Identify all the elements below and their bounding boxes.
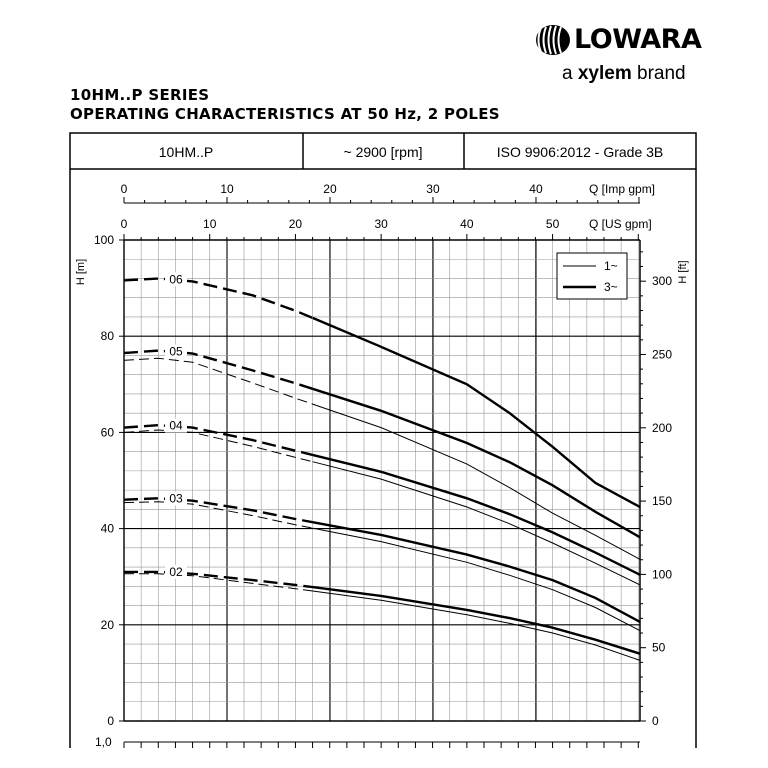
chart-title: OPERATING CHARACTERISTICS AT 50 Hz, 2 POLES xyxy=(70,105,500,123)
model-cell: 10HM..P xyxy=(158,144,214,160)
lowara-logo-icon xyxy=(536,25,570,55)
curve-05-three_phase xyxy=(313,389,640,538)
curve-05-single_phase xyxy=(313,404,640,559)
y-right-tick-label: 100 xyxy=(652,567,673,582)
curve-label: 02 xyxy=(169,564,183,579)
imp-tick-label: 30 xyxy=(426,182,440,196)
brand-name: LOWARA xyxy=(574,24,702,55)
y-right-tick-label: 0 xyxy=(652,714,659,728)
legend xyxy=(557,253,627,299)
x-us-label: Q [US gpm] xyxy=(589,217,652,231)
tagline-brand: xylem xyxy=(577,63,632,84)
y-left-tick-label: 40 xyxy=(100,521,114,536)
bottom-axis-label: 1,0 xyxy=(95,735,112,749)
curve-03-single_phase-dashed xyxy=(124,502,313,528)
us-tick-label: 30 xyxy=(374,217,388,231)
series-title: 10HM..P SERIES xyxy=(70,86,210,104)
curve-04-single_phase-dashed xyxy=(124,430,313,462)
curve-label: 04 xyxy=(169,418,183,433)
y-left-tick-label: 0 xyxy=(107,714,114,728)
y-left-tick-label: 60 xyxy=(100,425,114,440)
tagline-prefix: a xyxy=(562,63,573,84)
curve-label: 03 xyxy=(169,491,183,506)
speed-cell: ~ 2900 [rpm] xyxy=(343,144,423,160)
y-left-tick-label: 80 xyxy=(100,329,114,344)
y-right-label: H [ft] xyxy=(677,260,689,284)
y-left-label: H [m] xyxy=(75,258,87,286)
y-right-tick-label: 250 xyxy=(652,347,673,362)
tagline-suffix: brand xyxy=(637,63,686,84)
y-left-tick-label: 20 xyxy=(100,617,114,632)
curve-03-three_phase-dashed xyxy=(124,498,313,522)
imp-tick-label: 20 xyxy=(323,182,337,196)
brand-tagline xyxy=(562,62,686,86)
y-right-tick-label: 300 xyxy=(652,274,673,289)
standard-cell: ISO 9906:2012 - Grade 3B xyxy=(496,144,664,160)
x-top-imp-label: Q [Imp gpm] xyxy=(589,182,656,196)
us-tick-label: 10 xyxy=(203,217,217,231)
us-tick-label: 0 xyxy=(120,217,128,231)
legend-entry-single-phase: 1~ xyxy=(604,259,618,273)
curve-label: 05 xyxy=(169,344,183,359)
imp-tick-label: 0 xyxy=(120,182,128,196)
us-tick-label: 20 xyxy=(288,217,303,231)
us-tick-label: 50 xyxy=(545,217,560,231)
curve-03-single_phase xyxy=(313,528,640,631)
us-tick-label: 40 xyxy=(460,217,474,231)
curve-label: 06 xyxy=(169,272,183,287)
imp-tick-label: 10 xyxy=(220,182,234,196)
y-right-tick-label: 200 xyxy=(652,420,673,435)
grid xyxy=(124,240,640,721)
imp-tick-label: 40 xyxy=(529,182,543,196)
curve-02-single_phase-dashed xyxy=(124,574,313,591)
legend-entry-three-phase: 3~ xyxy=(604,280,618,294)
curve-06-three_phase-dashed xyxy=(124,279,313,318)
curve-03-three_phase xyxy=(313,522,640,622)
y-left-tick-label: 100 xyxy=(93,233,114,247)
curve-05-three_phase-dashed xyxy=(124,351,313,389)
y-right-tick-label: 50 xyxy=(652,640,666,655)
curve-02-single_phase xyxy=(313,591,640,660)
performance-curves xyxy=(124,272,640,660)
curve-04-three_phase-dashed xyxy=(124,425,313,455)
y-right-tick-label: 150 xyxy=(652,494,673,509)
curve-06-three_phase xyxy=(313,318,640,507)
